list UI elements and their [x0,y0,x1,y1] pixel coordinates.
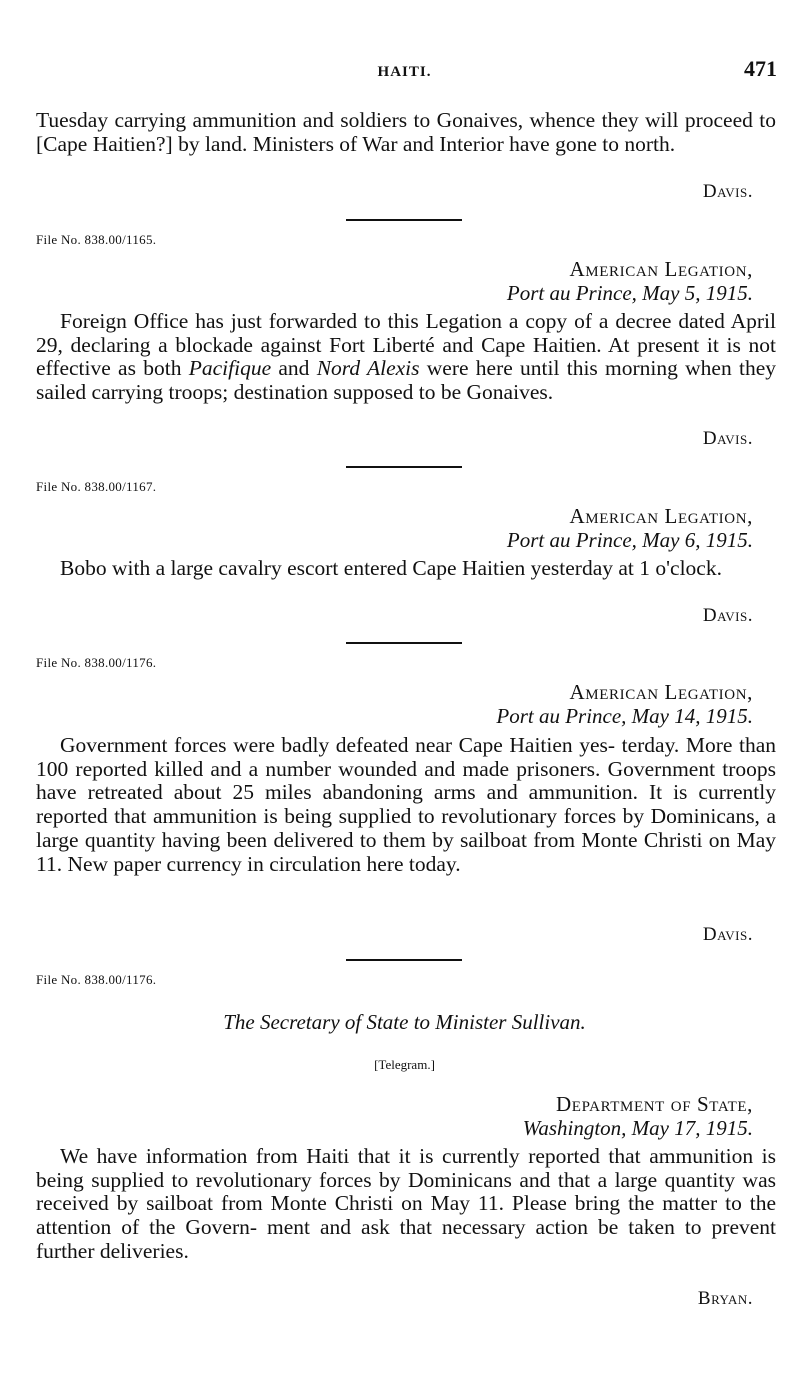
running-head [0,56,809,86]
body-line: today. [408,851,461,876]
dateline [496,680,753,728]
signature: Davis. [702,181,753,202]
place-date: Port au Prince, May 5, 1915. [506,281,753,305]
ship-name: Pacifique [188,356,272,381]
section-divider [346,219,462,221]
signature: Davis. [702,605,753,626]
body-line: at 1 o'clock. [618,556,722,580]
place-date: Port au Prince, May 6, 1915. [506,528,753,552]
body-line: decree dated April 29, declaring a blockade against Fort Liberté [36,309,776,357]
body-line: abandoning arms and ammunition. It is currently reported that [36,780,777,829]
signature: Bryan. [697,1288,753,1309]
body-line: ammunition is being supplied to revolutionary forces by Dominicans, [152,804,760,829]
body-line: Bobo with a large cavalry escort entered Cape Haitien yesterday [60,556,614,580]
telegram-body [36,734,776,876]
body-line: Foreign Office has just forwarded to this Legation a copy of a [60,309,609,333]
file-number: File No. 838.00/1176. [36,655,157,670]
signature: Davis. [702,924,753,945]
body-line: ammunition is being supplied to revolutionary forces by Dominicans [36,1144,777,1192]
body-line: and that a large quantity was received by sailboat from Monte Christi [36,1167,776,1216]
running-title: HAITI. [377,64,432,80]
sender-office: American Legation, [569,680,753,704]
telegram-body [36,1145,776,1264]
dateline [523,1092,753,1140]
section-divider [346,959,462,961]
telegram-note: [Telegram.] [374,1057,435,1072]
body-line: Government forces were badly defeated near Cape Haitien yes- [60,733,616,757]
file-number: File No. 838.00/1176. [36,972,157,987]
body-line: on May 11. Please bring the matter to the attention of the Govern- [36,1191,777,1240]
body-line: and Interior have gone to north. [402,131,676,156]
place-date: Port au Prince, May 14, 1915. [496,704,753,728]
telegram-body [36,109,776,156]
telegram-body [36,310,776,405]
body-line: made prisoners. Government troops have retreated about 25 miles [36,756,776,805]
place-date: Washington, May 17, 1915. [522,1116,753,1140]
file-number: File No. 838.00/1167. [36,479,157,494]
telegram-body [36,557,776,581]
body-line: they will proceed to [Cape Haitien?] by land. Ministers of War [36,108,776,156]
body-line: carrying troops; destination supposed to be Gonaives. [91,380,554,405]
file-number: File No. 838.00/1165. [36,232,157,247]
body-line: deliveries. [99,1238,189,1263]
body-line: Monte Christi on May 11. New paper currency in circulation here [36,827,776,876]
sender-office: American Legation, [569,504,753,528]
sender-office: Department of State, [556,1092,753,1116]
page-number: 471 [744,56,777,81]
body-line: a large quantity having been delivered to them by sailboat from [36,804,777,852]
body-line: and Cape Haitien. At present it is not effective as both Pacifique [36,332,776,381]
body-line: ment and ask that necessary action be taken to prevent further [36,1215,777,1263]
sender-office: American Legation, [569,257,753,281]
section-divider [346,466,462,468]
body-line: terday. More than 100 reported killed and a number wounded and [36,733,777,781]
signature: Davis. [702,428,753,449]
dateline [507,257,753,305]
section-divider [346,642,462,644]
body-line: We have information from Haiti that it is currently reported that [60,1144,641,1168]
ship-name: Nord Alexis [316,356,420,381]
body-line: Tuesday carrying ammunition and soldiers to Gonaives, whence [36,108,596,132]
body-line: and Nord Alexis were here until this morning when they sailed [36,356,777,405]
dateline [507,504,753,552]
document-heading: The Secretary of State to Minister Sullivan. [223,1010,586,1034]
